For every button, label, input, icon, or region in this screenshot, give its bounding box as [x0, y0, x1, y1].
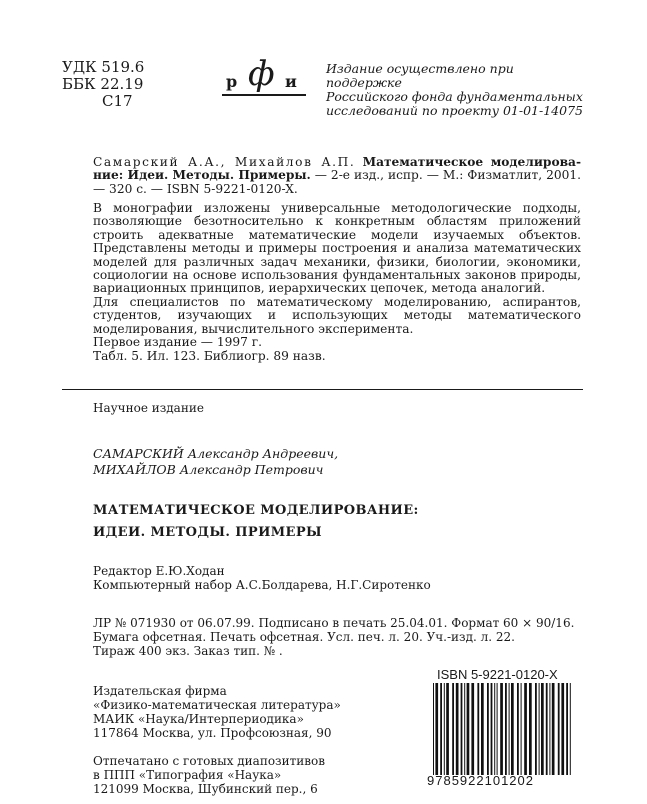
printer-info [93, 754, 325, 796]
barcode-bar [517, 683, 519, 775]
barcode-bar [464, 683, 465, 775]
funding-line: Издание осуществлено при поддержке [326, 61, 514, 90]
barcode-bar [539, 683, 540, 775]
barcode-bar [494, 683, 495, 775]
biblio-title: Математическое моделирова-ние: Идеи. Методы. Примеры. [93, 155, 582, 183]
barcode-bar [566, 683, 568, 775]
colophon-title-line-2: ИДЕИ. МЕТОДЫ. ПРИМЕРЫ [93, 525, 323, 540]
barcode-bar [558, 683, 560, 775]
barcode-bar [433, 683, 434, 775]
barcode-bar [505, 683, 507, 775]
barcode-bar [549, 683, 550, 775]
divider-line [62, 389, 583, 390]
logo-letter-f: ф [248, 54, 275, 94]
colophon-author-2: МИХАЙЛОВ Александр Петрович [93, 462, 324, 477]
barcode-isbn-label: ISBN 5-9221-0120-X [437, 667, 558, 682]
barcode-bars [427, 683, 577, 775]
barcode-bar [481, 683, 484, 775]
abstract-paragraph-1: В монографии изложены универсальные методологические подходы, позволяющие безотносительно к конкретным областям приложений строить адекватные математические модели изучаемых объектов. Представлены методы и примеры построения и анализа математических моделей для различных задач механики, физики, биологии, экономики, социологии на основе использования фундаментальных законов природы, вариационных принципов, иерархических цепочек, метода аналогий. [93, 201, 581, 296]
barcode-bar [521, 683, 522, 775]
publisher-info [93, 684, 341, 740]
barcode-bar [487, 683, 489, 775]
publisher-line: 117864 Москва, ул. Профсоюзная, 90 [93, 726, 332, 740]
biblio-authors: Самарский А.А., Михайлов А.П. [93, 155, 356, 169]
barcode-bar [552, 683, 555, 775]
barcode-bar [570, 683, 571, 775]
colophon-author-1: САМАРСКИЙ Александр Андреевич, [93, 446, 339, 461]
printer-line: Отпечатано с готовых диапозитивов [93, 754, 325, 768]
abstract-paragraph-2: Для специалистов по математическому моделированию, аспирантов, студентов, изучающих и использующих методы математического моделирования, вычислительного эксперимента. [93, 295, 581, 336]
funding-note [326, 62, 586, 118]
barcode-bar [467, 683, 470, 775]
barcode-bar [446, 683, 449, 775]
colophon-title [93, 500, 419, 544]
publication-type: Научное издание [93, 401, 204, 415]
barcode-bar [546, 683, 548, 775]
barcode-bar [440, 683, 442, 775]
funding-line: исследований по проекту 01-01-14075 [326, 103, 583, 118]
barcode-bar [456, 683, 459, 775]
barcode-bar [444, 683, 445, 775]
typeset-credit: Компьютерный набор А.С.Болдарева, Н.Г.Сиротенко [93, 578, 431, 592]
barcode-bar [524, 683, 527, 775]
publisher-line: «Физико-математическая литература» [93, 698, 341, 712]
barcode-bar [491, 683, 493, 775]
print-details-3: Тираж 400 экз. Заказ тип. № . [93, 644, 283, 658]
barcode-bar [529, 683, 532, 775]
publisher-line: МАИК «Наука/Интерпериодика» [93, 712, 304, 726]
barcode-bar [452, 683, 454, 775]
barcode-bar [477, 683, 479, 775]
logo-underline [222, 94, 306, 96]
first-edition-note: Первое издание — 1997 г. [93, 335, 263, 349]
barcode-bar [461, 683, 463, 775]
barcode-bar [497, 683, 498, 775]
funding-line: Российского фонда фундаментальных [326, 89, 583, 104]
barcode-bar [535, 683, 537, 775]
barcode-ean-digits: 9785922101202 [427, 773, 534, 788]
bbk-code: ББК 22.19 [62, 75, 144, 93]
barcode-bar [500, 683, 503, 775]
colophon-title-line-1: МАТЕМАТИЧЕСКОЕ МОДЕЛИРОВАНИЕ: [93, 503, 419, 518]
barcode-bar [561, 683, 564, 775]
colophon-authors [93, 446, 338, 478]
bibliographic-entry [93, 156, 581, 196]
rffi-logo [222, 54, 306, 100]
logo-letter-r: р [226, 72, 238, 91]
print-details-1: ЛР № 071930 от 06.07.99. Подписано в печать 25.04.01. Формат 60 × 90/16. [93, 616, 575, 630]
logo-letter-i: и [285, 72, 297, 91]
biblio-details: — 2-е изд., испр. — М.: Физматлит, 2001. — 320 с. — ISBN 5-9221-0120-X. [93, 168, 581, 196]
editor-credit: Редактор Е.Ю.Ходан [93, 564, 225, 578]
author-code: С17 [102, 92, 133, 110]
tables-note: Табл. 5. Ил. 123. Библиогр. 89 назв. [93, 349, 326, 363]
printer-line: 121099 Москва, Шубинский пер., 6 [93, 782, 318, 796]
udk-code: УДК 519.6 [62, 58, 145, 76]
publisher-line: Издательская фирма [93, 684, 227, 698]
print-details-2: Бумага офсетная. Печать офсетная. Усл. печ. л. 20. Уч.-изд. л. 22. [93, 630, 515, 644]
barcode-bar [509, 683, 510, 775]
barcode-bar [511, 683, 514, 775]
isbn-barcode [427, 667, 577, 792]
classification-codes [62, 59, 144, 110]
barcode-bar [435, 683, 438, 775]
barcode-bar [541, 683, 544, 775]
barcode-bar [471, 683, 474, 775]
printer-line: в ППП «Типография «Наука» [93, 768, 282, 782]
